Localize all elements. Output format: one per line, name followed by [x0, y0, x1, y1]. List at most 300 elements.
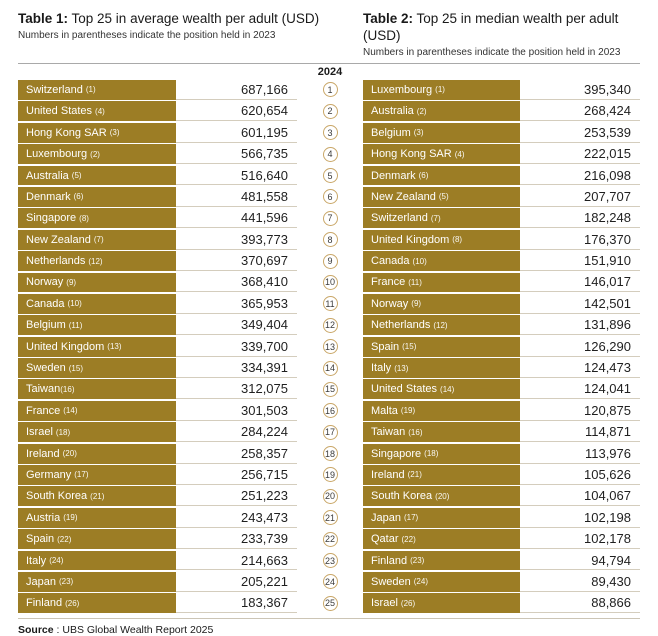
rank-circle: 9: [323, 254, 338, 269]
table1-country-cell: [18, 508, 176, 528]
table2-row: [363, 337, 640, 357]
table1-row: [18, 80, 297, 100]
previous-position: (13): [107, 342, 122, 352]
table2-value-cell: 146,017: [520, 273, 640, 293]
table2-row: [363, 187, 640, 207]
table1-value-cell: 441,596: [176, 208, 297, 228]
table2-country-cell: [363, 444, 520, 464]
table1-row: [18, 273, 297, 293]
table1-row: [18, 551, 297, 571]
table2-row: [363, 379, 640, 399]
table1-row: [18, 187, 297, 207]
table1-country-cell: [18, 444, 176, 464]
country-name: France: [371, 276, 406, 289]
table1-row: [18, 101, 297, 121]
table2-value-cell: 207,707: [520, 187, 640, 207]
rank-cell: [323, 422, 338, 442]
country-name: Hong Kong SAR: [371, 148, 452, 161]
previous-position: (26): [400, 598, 416, 608]
table1-country-cell: [18, 101, 176, 121]
table2-country-cell: [363, 208, 520, 228]
country-name: Qatar: [371, 533, 399, 546]
table2-value-cell: 104,067: [520, 486, 640, 506]
table1-country-cell: [18, 230, 176, 250]
country-name: Ireland: [26, 447, 60, 460]
table1-country-cell: [18, 337, 176, 357]
table1-row: [18, 593, 297, 613]
table1-row: [18, 486, 297, 506]
table2-country-cell: [363, 101, 520, 121]
country-name: France: [26, 404, 61, 417]
table2-country-cell: [363, 572, 520, 592]
table1-value-cell: 214,663: [176, 551, 297, 571]
table2-row: [363, 123, 640, 143]
rank-cell: [323, 379, 338, 399]
table1-value-cell: 620,654: [176, 101, 297, 121]
table1-value-cell: 339,700: [176, 337, 297, 357]
source-label: Source: [18, 624, 54, 636]
previous-position: (8): [79, 213, 89, 223]
previous-position: (4): [454, 149, 465, 159]
country-name: Singapore: [26, 212, 77, 225]
rank-cell: [323, 101, 338, 121]
rank-cell: [323, 208, 338, 228]
rank-circle: 7: [323, 211, 338, 226]
country-name: United Kingdom: [371, 233, 450, 246]
rank-circle: 14: [323, 361, 338, 376]
country-name: Israel: [26, 426, 53, 439]
rank-circle: 12: [323, 318, 338, 333]
rank-circle: 4: [323, 147, 338, 162]
previous-position: (9): [411, 299, 422, 309]
rank-cell: [323, 337, 338, 357]
table2-value-cell: 253,539: [520, 123, 640, 143]
rank-cell: [323, 315, 338, 335]
source-text: : UBS Global Wealth Report 2025: [53, 624, 214, 636]
previous-position: (4): [95, 106, 105, 116]
country-name: Sweden: [371, 575, 411, 588]
country-name: Switzerland: [371, 212, 428, 225]
table1-value-cell: 601,195: [176, 123, 297, 143]
table1-title-block: [18, 10, 363, 59]
table2-country-cell: [363, 123, 520, 143]
country-name: Japan: [26, 575, 56, 588]
previous-position: (13): [394, 363, 409, 373]
previous-position: (2): [416, 106, 427, 116]
previous-position: (14): [63, 406, 78, 416]
previous-position: (16): [60, 384, 75, 394]
previous-position: (3): [413, 128, 424, 138]
table2-value-cell: 88,866: [520, 593, 640, 613]
table2-row: [363, 166, 640, 186]
table2-row: [363, 486, 640, 506]
previous-position: (21): [407, 470, 422, 480]
table2-value-cell: 126,290: [520, 337, 640, 357]
year-header-row: [18, 64, 640, 80]
rank-cell: [323, 80, 338, 100]
table1-value-cell: 312,075: [176, 379, 297, 399]
previous-position: (6): [418, 171, 429, 180]
rank-circle: 13: [323, 339, 338, 354]
country-name: Canada: [26, 297, 65, 310]
table1-country-cell: [18, 251, 176, 271]
country-name: Finland: [371, 554, 408, 567]
country-name: Spain: [26, 533, 55, 546]
previous-position: (22): [401, 534, 416, 544]
rank-circle: 1: [323, 82, 338, 97]
source-line: [18, 624, 640, 636]
table1-value-cell: 687,166: [176, 80, 297, 100]
table1-country-cell: [18, 465, 176, 485]
table2-row: [363, 572, 640, 592]
table1-value-cell: 365,953: [176, 294, 297, 314]
table1-row: [18, 358, 297, 378]
rank-cell: [323, 401, 338, 421]
table1-country-cell: [18, 187, 176, 207]
country-name: Israel: [371, 597, 398, 610]
previous-position: (5): [438, 192, 449, 202]
table2-country-cell: [363, 486, 520, 506]
country-name: Austria: [26, 511, 61, 524]
table1-country-cell: [18, 80, 176, 100]
table2-value-cell: 151,910: [520, 251, 640, 271]
rank-circle: 19: [323, 467, 338, 482]
country-name: United States: [26, 105, 93, 118]
table1-country-cell: [18, 273, 176, 293]
table2-value-cell: 102,178: [520, 529, 640, 549]
rank-cell: [323, 273, 338, 293]
table2-country-cell: [363, 422, 520, 442]
previous-position: (5): [71, 171, 82, 180]
table1-row: [18, 294, 297, 314]
table2-value-cell: 113,976: [520, 444, 640, 464]
rank-cell: [323, 486, 338, 506]
rank-cell: [323, 187, 338, 207]
table1-title-text: Top 25 in average wealth per adult (USD): [68, 11, 320, 26]
table1-value-cell: 516,640: [176, 166, 297, 186]
table2-country-cell: [363, 144, 520, 164]
table2-value-cell: 124,473: [520, 358, 640, 378]
table2-row: [363, 144, 640, 164]
rank-circle: 10: [323, 275, 338, 290]
table2-value-cell: 222,015: [520, 144, 640, 164]
rank-circle: 22: [323, 532, 338, 547]
table2-title-text: Top 25 in median wealth per adult (USD): [363, 11, 619, 43]
table1-country-cell: [18, 379, 176, 399]
rank-circle: 8: [323, 232, 338, 247]
table2-row: [363, 273, 640, 293]
country-name: Italy: [26, 554, 47, 567]
table1-row: [18, 529, 297, 549]
previous-position: (20): [62, 449, 77, 459]
year-2024-header: 2024: [317, 66, 343, 78]
rank-circle: 5: [323, 168, 338, 183]
country-name: Italy: [371, 362, 392, 375]
table1-country-cell: [18, 422, 176, 442]
table2-row: [363, 208, 640, 228]
tables-row: [18, 80, 640, 613]
table1-row: [18, 337, 297, 357]
table1-value-cell: 566,735: [176, 144, 297, 164]
country-name: Finland: [26, 597, 63, 610]
table1-value-cell: 256,715: [176, 465, 297, 485]
table2-value-cell: 89,430: [520, 572, 640, 592]
table2-row: [363, 508, 640, 528]
table2-country-cell: [363, 379, 520, 399]
previous-position: (9): [66, 277, 77, 287]
table2-row: [363, 422, 640, 442]
previous-position: (1): [85, 85, 96, 95]
table1-row: [18, 465, 297, 485]
previous-position: (10): [67, 299, 82, 309]
previous-position: (24): [49, 556, 64, 566]
table2-country-cell: [363, 187, 520, 207]
table2-row: [363, 401, 640, 421]
table2-value-cell: 182,248: [520, 208, 640, 228]
country-name: Belgium: [371, 126, 411, 139]
table2-row: [363, 529, 640, 549]
table1-country-cell: [18, 593, 176, 613]
rank-cell: [323, 572, 338, 592]
previous-position: (19): [63, 513, 78, 523]
table1-value-cell: 301,503: [176, 401, 297, 421]
table2-row: [363, 358, 640, 378]
table2-country-cell: [363, 273, 520, 293]
table2-title-block: [363, 10, 640, 59]
previous-position: (24): [413, 577, 428, 587]
table1-rows: [18, 80, 297, 613]
rank-circle: 3: [323, 125, 338, 140]
country-name: Denmark: [371, 169, 416, 182]
previous-position: (8): [452, 235, 463, 245]
country-name: Japan: [371, 511, 401, 524]
previous-position: (15): [402, 342, 417, 352]
country-name: New Zealand: [26, 233, 91, 246]
table1-row: [18, 444, 297, 464]
table1-country-cell: [18, 123, 176, 143]
rank-circle: 25: [323, 596, 338, 611]
previous-position: (15): [68, 363, 83, 373]
country-name: South Korea: [371, 490, 433, 503]
rank-cell: [323, 551, 338, 571]
previous-position: (7): [93, 235, 104, 245]
footer-divider: [18, 618, 640, 619]
table1-row: [18, 144, 297, 164]
country-name: Taiwan: [371, 426, 406, 439]
table2-value-cell: 124,041: [520, 379, 640, 399]
rank-cell: [323, 294, 338, 314]
rank-cell: [323, 508, 338, 528]
country-name: Luxembourg: [371, 83, 433, 96]
rank-cell: [323, 123, 338, 143]
table2-country-cell: [363, 230, 520, 250]
table1-value-cell: 258,357: [176, 444, 297, 464]
rank-cell: [323, 166, 338, 186]
table1-row: [18, 422, 297, 442]
table2-row: [363, 593, 640, 613]
table2-value-cell: 216,098: [520, 166, 640, 186]
previous-position: (21): [90, 491, 105, 501]
table2-value-cell: 395,340: [520, 80, 640, 100]
table1-value-cell: 393,773: [176, 230, 297, 250]
rank-circle: 16: [323, 403, 338, 418]
country-name: Luxembourg: [26, 148, 88, 161]
table2-country-cell: [363, 529, 520, 549]
table2-country-cell: [363, 593, 520, 613]
previous-position: (3): [109, 128, 120, 138]
table1-row: [18, 230, 297, 250]
previous-position: (23): [58, 577, 74, 587]
table2-title: [363, 10, 640, 44]
previous-position: (7): [430, 213, 441, 223]
country-name: United Kingdom: [26, 340, 105, 353]
table2-country-cell: [363, 337, 520, 357]
table2-country-cell: [363, 358, 520, 378]
rank-circle: 15: [323, 382, 338, 397]
table2-row: [363, 315, 640, 335]
rank-cell: [323, 230, 338, 250]
previous-position: (6): [73, 192, 84, 202]
previous-position: (1): [435, 85, 445, 95]
table2-value-cell: 105,626: [520, 465, 640, 485]
country-name: Belgium: [26, 319, 66, 332]
table2-country-cell: [363, 166, 520, 186]
table1-value-cell: 368,410: [176, 273, 297, 293]
rank-cell: [323, 444, 338, 464]
previous-position: (12): [88, 256, 103, 266]
previous-position: (18): [424, 449, 439, 459]
table2-value-cell: 102,198: [520, 508, 640, 528]
table2-title-prefix: Table 2:: [363, 11, 414, 26]
table1-subtitle: Numbers in parentheses indicate the position held in 2023: [18, 30, 276, 41]
table1-country-cell: [18, 166, 176, 186]
previous-position: (17): [74, 470, 89, 480]
rank-circle: 2: [323, 104, 338, 119]
table2-value-cell: 176,370: [520, 230, 640, 250]
table1-value-cell: 284,224: [176, 422, 297, 442]
table1-country-cell: [18, 294, 176, 314]
table2-country-cell: [363, 80, 520, 100]
table1-row: [18, 251, 297, 271]
table1-country-cell: [18, 572, 176, 592]
table1-country-cell: [18, 401, 176, 421]
table2-country-cell: [363, 401, 520, 421]
table2-row: [363, 230, 640, 250]
table1-country-cell: [18, 358, 176, 378]
country-name: Canada: [371, 255, 410, 268]
rank-circle: 20: [323, 489, 338, 504]
country-name: Taiwan: [26, 383, 61, 396]
rank-circle: 11: [323, 296, 338, 311]
table2-value-cell: 142,501: [520, 294, 640, 314]
table2-value-cell: 94,794: [520, 551, 640, 571]
previous-position: (14): [440, 384, 455, 394]
country-name: Norway: [371, 297, 409, 310]
table2-value-cell: 114,871: [520, 422, 640, 442]
table2-country-cell: [363, 508, 520, 528]
table1-country-cell: [18, 208, 176, 228]
table1-value-cell: 233,739: [176, 529, 297, 549]
table1-value-cell: 334,391: [176, 358, 297, 378]
rank-cell: [323, 358, 338, 378]
country-name: Australia: [371, 105, 414, 118]
country-name: Netherlands: [371, 319, 431, 332]
table2-value-cell: 120,875: [520, 401, 640, 421]
table2-country-cell: [363, 251, 520, 271]
rank-cell: [323, 465, 338, 485]
country-name: Norway: [26, 276, 64, 289]
country-name: Germany: [26, 468, 72, 481]
previous-position: (19): [400, 406, 416, 416]
table1-country-cell: [18, 486, 176, 506]
table2-country-cell: [363, 551, 520, 571]
table1-row: [18, 315, 297, 335]
table1-value-cell: 481,558: [176, 187, 297, 207]
table1-value-cell: 251,223: [176, 486, 297, 506]
previous-position: (22): [57, 534, 72, 544]
table2-country-cell: [363, 294, 520, 314]
country-name: Malta: [371, 404, 398, 417]
rank-circle: 23: [323, 553, 338, 568]
previous-position: (2): [90, 149, 100, 159]
table1-value-cell: 183,367: [176, 593, 297, 613]
rank-circle: 6: [323, 189, 338, 204]
country-name: Spain: [371, 340, 400, 353]
previous-position: (12): [433, 320, 448, 330]
table1-value-cell: 349,404: [176, 315, 297, 335]
table2-row: [363, 80, 640, 100]
rank-column: [297, 80, 363, 613]
previous-position: (20): [435, 491, 450, 501]
table2-row: [363, 294, 640, 314]
country-name: Ireland: [371, 468, 405, 481]
table2-row: [363, 444, 640, 464]
table1-row: [18, 508, 297, 528]
previous-position: (18): [55, 427, 71, 437]
table1-country-cell: [18, 551, 176, 571]
country-name: Hong Kong SAR: [26, 126, 107, 139]
previous-position: (11): [408, 277, 422, 287]
previous-position: (16): [408, 427, 423, 437]
table2-value-cell: 131,896: [520, 315, 640, 335]
table1-country-cell: [18, 529, 176, 549]
table1-value-cell: 243,473: [176, 508, 297, 528]
table1-row: [18, 572, 297, 592]
country-name: Switzerland: [26, 83, 83, 96]
table2-rows: [363, 80, 640, 613]
table1-row: [18, 123, 297, 143]
country-name: Singapore: [371, 447, 422, 460]
table1-row: [18, 166, 297, 186]
table2-country-cell: [363, 465, 520, 485]
rank-cell: [323, 529, 338, 549]
table1-value-cell: 370,697: [176, 251, 297, 271]
previous-position: (17): [403, 513, 419, 523]
table1-title: [18, 10, 363, 27]
table2-row: [363, 551, 640, 571]
rank-circle: 24: [323, 574, 338, 589]
table2-subtitle: Numbers in parentheses indicate the position held in 2023: [363, 47, 621, 58]
country-name: Sweden: [26, 362, 66, 375]
table2-row: [363, 101, 640, 121]
country-name: New Zealand: [371, 190, 436, 203]
rank-circle: 17: [323, 425, 338, 440]
table1-value-cell: 205,221: [176, 572, 297, 592]
rank-cell: [323, 593, 338, 613]
rank-cell: [323, 144, 338, 164]
table1-row: [18, 379, 297, 399]
previous-position: (11): [68, 320, 83, 330]
